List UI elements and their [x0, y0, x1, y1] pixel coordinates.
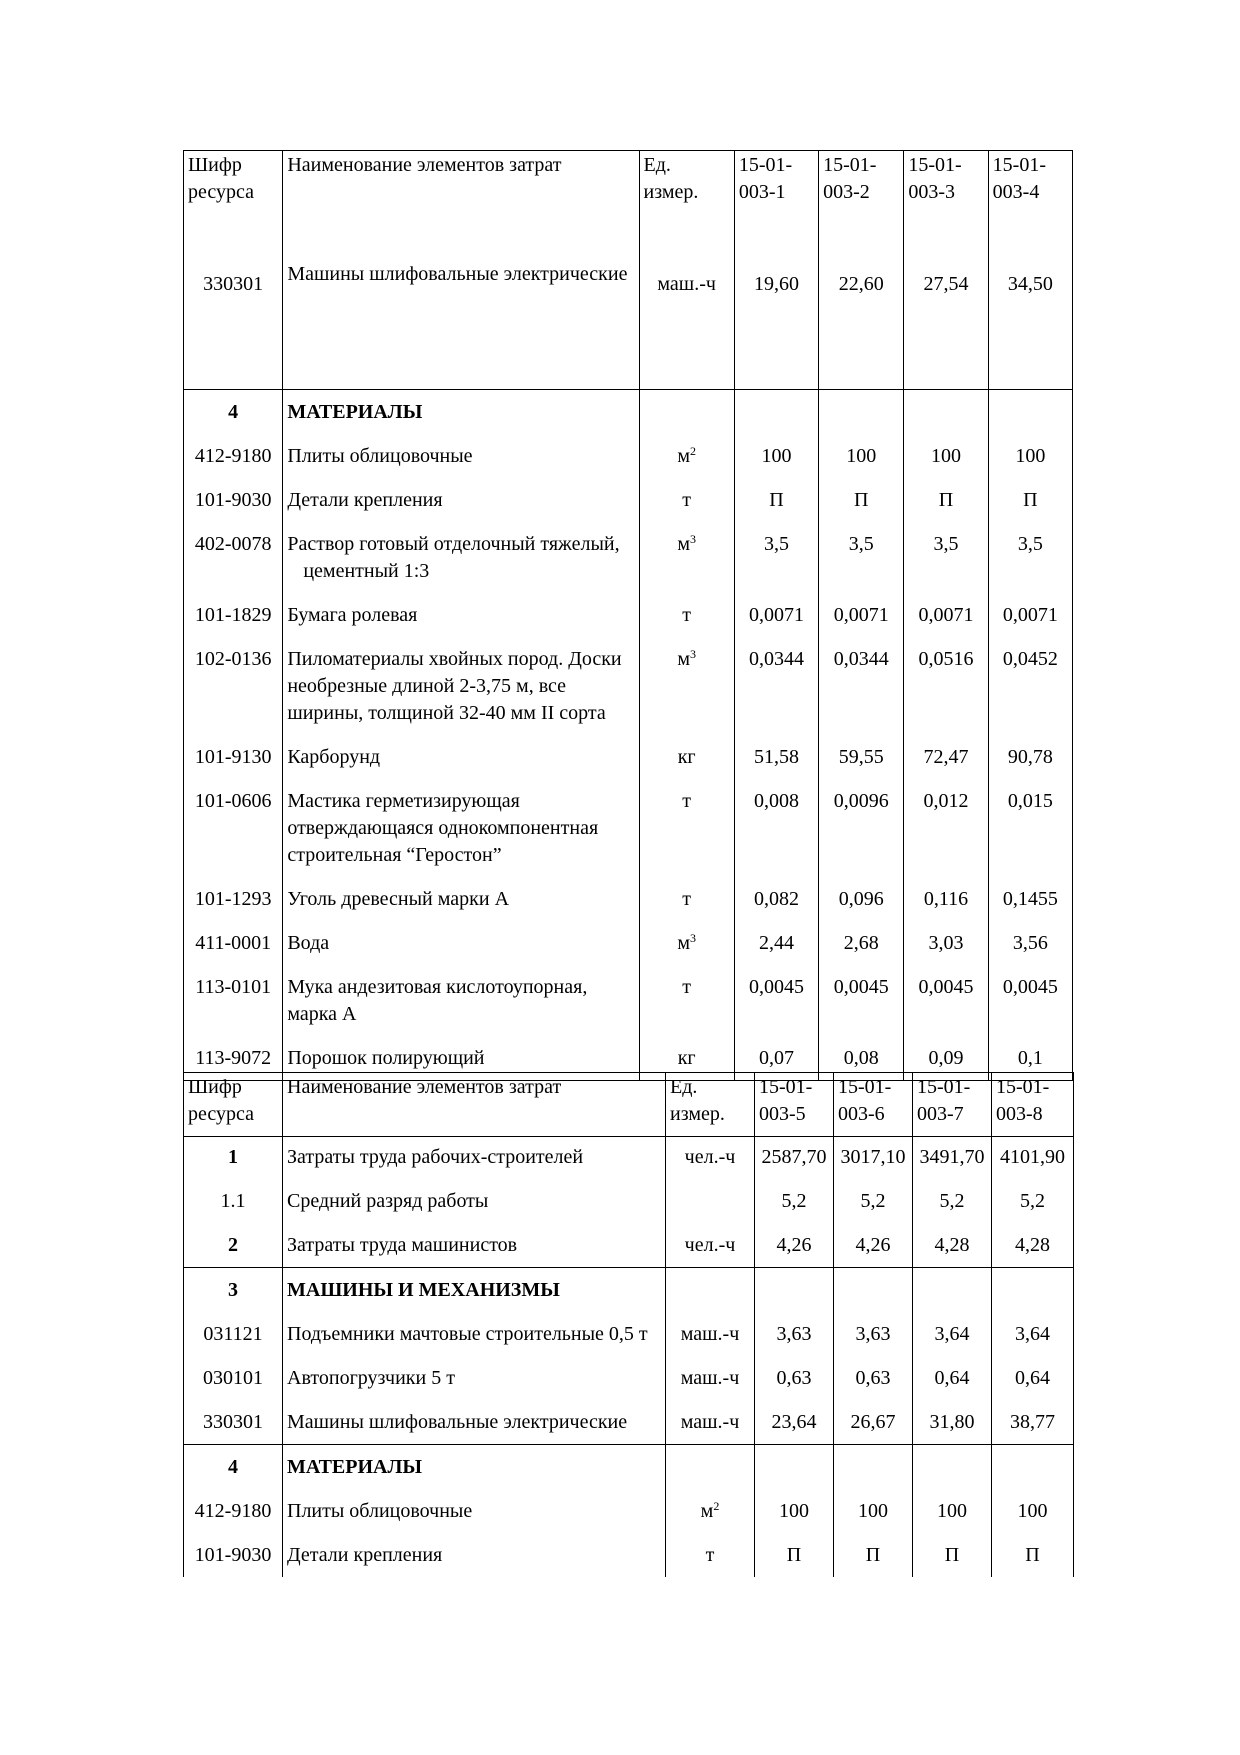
table-row — [184, 1137, 1074, 1180]
unit-of-measure — [666, 1137, 755, 1180]
resource-code: 3 — [184, 1268, 283, 1313]
header-column-code: 15-01-003-8 — [992, 1073, 1074, 1137]
unit-of-measure — [666, 1445, 755, 1490]
norm-value — [834, 1445, 913, 1490]
norm-value: 0,63 — [834, 1356, 913, 1400]
norm-value: 0,0071 — [819, 593, 904, 637]
norm-value: 0,0045 — [819, 965, 904, 1036]
unit-exponent: 3 — [690, 931, 696, 945]
unit-text: т — [682, 790, 692, 812]
unit-text: маш.-ч — [657, 273, 716, 295]
header-column-code: 15-01-003-5 — [755, 1073, 834, 1137]
norm-value: 0,08 — [819, 1036, 904, 1081]
norm-value: 3491,70 — [913, 1137, 992, 1180]
norm-value: 0,0045 — [734, 965, 818, 1036]
norm-value — [755, 1445, 834, 1490]
table-row — [184, 965, 1073, 1036]
norm-value: 0,116 — [904, 877, 988, 921]
unit-text: т — [682, 604, 692, 626]
header-column-code: 15-01-003-7 — [913, 1073, 992, 1137]
unit-text: т — [705, 1544, 715, 1566]
header-code: Шифр ресурса — [184, 151, 283, 215]
resource-code: 101-0606 — [184, 779, 283, 877]
norm-value — [755, 1268, 834, 1313]
norm-value: 5,2 — [755, 1179, 834, 1223]
unit-exponent: 2 — [690, 444, 696, 458]
unit-of-measure — [639, 735, 734, 779]
unit-text: м — [700, 1500, 714, 1522]
resource-name: Затраты труда рабочих-строителей — [283, 1137, 666, 1180]
header-unit: Ед. измер. — [639, 151, 734, 215]
norm-value: 23,64 — [755, 1400, 834, 1445]
norm-value: 38,77 — [992, 1400, 1074, 1445]
unit-text: м — [677, 648, 690, 670]
norm-value: 0,012 — [904, 779, 988, 877]
header-column-code: 15-01-003-3 — [904, 151, 988, 215]
table-row — [184, 735, 1073, 779]
norm-value: 3017,10 — [834, 1137, 913, 1180]
resource-name: Порошок полирующий — [283, 1036, 639, 1081]
norm-value: 0,09 — [904, 1036, 988, 1081]
norm-value: 31,80 — [913, 1400, 992, 1445]
header-column-code: 15-01-003-2 — [819, 151, 904, 215]
header-name: Наименование элементов затрат — [283, 151, 639, 215]
resource-name-text: Вода — [287, 932, 330, 954]
norm-value: 34,50 — [988, 214, 1072, 390]
norm-value: 100 — [988, 434, 1072, 478]
resource-name: Средний разряд работы — [283, 1179, 666, 1223]
unit-of-measure — [639, 214, 734, 390]
norm-value: П — [819, 478, 904, 522]
norm-value: 0,0045 — [988, 965, 1072, 1036]
resource-name: Машины шлифовальные электрические — [283, 1400, 666, 1445]
norm-value — [734, 390, 818, 435]
norm-value: 4101,90 — [992, 1137, 1074, 1180]
header-column-code: 15-01-003-4 — [988, 151, 1072, 215]
norm-value: 22,60 — [819, 214, 904, 390]
section-row — [184, 1445, 1074, 1490]
unit-of-measure — [639, 877, 734, 921]
header-column-code: 15-01-003-1 — [734, 151, 818, 215]
unit-exponent: 3 — [690, 532, 696, 546]
resource-name: Мука андезитовая кислотоупорная, марка А — [283, 965, 639, 1036]
table-row — [184, 1356, 1074, 1400]
resource-name: Автопогрузчики 5 т — [283, 1356, 666, 1400]
unit-text: м — [677, 533, 690, 555]
table-row — [184, 434, 1073, 478]
resource-name: Карборунд — [283, 735, 639, 779]
unit-exponent: 2 — [713, 1499, 720, 1513]
norm-value: 0,096 — [819, 877, 904, 921]
unit-text: т — [682, 489, 692, 511]
norm-value: 59,55 — [819, 735, 904, 779]
unit-of-measure — [666, 1400, 755, 1445]
unit-of-measure — [666, 1223, 755, 1268]
resource-code: 330301 — [184, 1400, 283, 1445]
table-row — [184, 593, 1073, 637]
norm-value: 0,0045 — [904, 965, 988, 1036]
unit-text: маш.-ч — [680, 1411, 740, 1433]
table-row — [184, 478, 1073, 522]
section-title: МАШИНЫ И МЕХАНИЗМЫ — [283, 1268, 666, 1313]
resource-code: 031121 — [184, 1312, 283, 1356]
resource-name: Плиты облицовочные — [283, 1489, 666, 1533]
norm-value: П — [755, 1533, 834, 1577]
table-row — [184, 522, 1073, 593]
norm-value: П — [734, 478, 818, 522]
resource-name: Подъемники мачтовые строительные 0,5 т — [283, 1312, 666, 1356]
unit-of-measure — [639, 478, 734, 522]
unit-of-measure — [666, 1489, 755, 1533]
norm-value — [988, 390, 1072, 435]
resource-name: Затраты труда машинистов — [283, 1223, 666, 1268]
norm-value: 2,44 — [734, 921, 818, 965]
norm-value: 4,26 — [834, 1223, 913, 1268]
resource-code: 101-9030 — [184, 478, 283, 522]
norm-value: 100 — [913, 1489, 992, 1533]
table-header-row — [184, 151, 1073, 215]
norm-value: 0,015 — [988, 779, 1072, 877]
norm-value: П — [913, 1533, 992, 1577]
resource-code: 113-9072 — [184, 1036, 283, 1081]
unit-of-measure — [639, 390, 734, 435]
unit-of-measure — [639, 434, 734, 478]
table-row — [184, 1400, 1074, 1445]
norm-value: 100 — [834, 1489, 913, 1533]
header-name: Наименование элементов затрат — [283, 1073, 666, 1137]
norm-value: 72,47 — [904, 735, 988, 779]
norm-value: 0,0071 — [734, 593, 818, 637]
unit-text: м — [677, 932, 690, 954]
section-row — [184, 1268, 1074, 1313]
resource-table-1 — [183, 150, 1073, 1081]
norm-value: 0,63 — [755, 1356, 834, 1400]
unit-of-measure — [639, 779, 734, 877]
table-row — [184, 1489, 1074, 1533]
norm-value: 0,0071 — [904, 593, 988, 637]
norm-value: 51,58 — [734, 735, 818, 779]
norm-value: 4,28 — [992, 1223, 1074, 1268]
resource-code: 101-1293 — [184, 877, 283, 921]
header-code: Шифр ресурса — [184, 1073, 283, 1137]
resource-name — [283, 522, 639, 593]
norm-value: 3,5 — [904, 522, 988, 593]
resource-code: 101-9130 — [184, 735, 283, 779]
norm-value: 3,64 — [992, 1312, 1074, 1356]
header-unit: Ед. измер. — [666, 1073, 755, 1137]
norm-value: 5,2 — [913, 1179, 992, 1223]
resource-code: 2 — [184, 1223, 283, 1268]
unit-of-measure — [639, 637, 734, 735]
unit-text: т — [682, 888, 692, 910]
norm-value — [904, 390, 988, 435]
norm-value — [834, 1268, 913, 1313]
norm-value: 5,2 — [834, 1179, 913, 1223]
resource-name: Плиты облицовочные — [283, 434, 639, 478]
norm-value: 3,5 — [988, 522, 1072, 593]
table-row — [184, 214, 1073, 390]
resource-code: 102-0136 — [184, 637, 283, 735]
norm-value: 2,68 — [819, 921, 904, 965]
resource-name-text: Раствор готовый отделочный тяжелый, цементный 1:3 — [287, 533, 620, 582]
norm-value: 3,5 — [819, 522, 904, 593]
norm-value: 3,63 — [755, 1312, 834, 1356]
resource-name: Детали крепления — [283, 1533, 666, 1577]
unit-text: чел.-ч — [684, 1234, 736, 1256]
norm-value: 19,60 — [734, 214, 818, 390]
norm-value: 0,64 — [992, 1356, 1074, 1400]
norm-value: 0,64 — [913, 1356, 992, 1400]
unit-text: маш.-ч — [680, 1323, 740, 1345]
norm-value: 0,1 — [988, 1036, 1072, 1081]
norm-value: 0,1455 — [988, 877, 1072, 921]
unit-of-measure — [639, 921, 734, 965]
norm-value: П — [904, 478, 988, 522]
resource-code: 1.1 — [184, 1179, 283, 1223]
table-header-row — [184, 1073, 1074, 1137]
resource-name: Бумага ролевая — [283, 593, 639, 637]
unit-text: кг — [677, 746, 696, 768]
unit-text: чел.-ч — [684, 1146, 736, 1168]
resource-name: Пиломатериалы хвойных пород. Доски необрезные длиной 2-3,75 м, все ширины, толщиной 32-40 мм II сорта — [283, 637, 639, 735]
table-row — [184, 1533, 1074, 1577]
resource-name: Мастика герметизирующая отверждающаяся однокомпонентная строительная “Геростон” — [283, 779, 639, 877]
resource-name: Детали крепления — [283, 478, 639, 522]
norm-value — [913, 1445, 992, 1490]
resource-table-2 — [183, 1072, 1074, 1577]
unit-text: кг — [677, 1047, 696, 1069]
table-row — [184, 877, 1073, 921]
norm-value: 0,07 — [734, 1036, 818, 1081]
resource-name — [283, 921, 639, 965]
unit-of-measure — [666, 1356, 755, 1400]
unit-of-measure — [639, 965, 734, 1036]
norm-value: 100 — [755, 1489, 834, 1533]
unit-text: м — [677, 445, 690, 467]
norm-value: 3,03 — [904, 921, 988, 965]
norm-value: 3,56 — [988, 921, 1072, 965]
norm-value: 4,26 — [755, 1223, 834, 1268]
section-title: МАТЕРИАЛЫ — [283, 1445, 666, 1490]
norm-value: 100 — [734, 434, 818, 478]
norm-value: 90,78 — [988, 735, 1072, 779]
norm-value: 0,0516 — [904, 637, 988, 735]
resource-name-text: Машины шлифовальные электрические — [287, 263, 628, 285]
norm-value: 100 — [819, 434, 904, 478]
unit-of-measure — [666, 1312, 755, 1356]
norm-value: П — [988, 478, 1072, 522]
norm-value: 2587,70 — [755, 1137, 834, 1180]
resource-name — [283, 214, 639, 390]
norm-value: 0,0344 — [819, 637, 904, 735]
table-row — [184, 921, 1073, 965]
norm-value: 4,28 — [913, 1223, 992, 1268]
unit-text: т — [682, 976, 692, 998]
resource-code: 411-0001 — [184, 921, 283, 965]
resource-code: 4 — [184, 390, 283, 435]
norm-value: 0,0096 — [819, 779, 904, 877]
unit-exponent: 3 — [690, 647, 696, 661]
table-row — [184, 1179, 1074, 1223]
norm-value: 5,2 — [992, 1179, 1074, 1223]
norm-value: П — [834, 1533, 913, 1577]
unit-of-measure — [666, 1179, 755, 1223]
resource-code: 412-9180 — [184, 434, 283, 478]
norm-value: 27,54 — [904, 214, 988, 390]
resource-code: 030101 — [184, 1356, 283, 1400]
section-row — [184, 390, 1073, 435]
norm-value: 0,0344 — [734, 637, 818, 735]
unit-of-measure — [639, 522, 734, 593]
resource-code: 101-9030 — [184, 1533, 283, 1577]
norm-value: П — [992, 1533, 1074, 1577]
norm-value: 0,0452 — [988, 637, 1072, 735]
resource-name: Уголь древесный марки А — [283, 877, 639, 921]
resource-code: 1 — [184, 1137, 283, 1180]
norm-value: 26,67 — [834, 1400, 913, 1445]
norm-value: 3,64 — [913, 1312, 992, 1356]
section-title: МАТЕРИАЛЫ — [283, 390, 639, 435]
table-row — [184, 779, 1073, 877]
norm-value — [992, 1268, 1074, 1313]
norm-value — [819, 390, 904, 435]
unit-of-measure — [666, 1268, 755, 1313]
norm-value: 3,5 — [734, 522, 818, 593]
norm-value: 100 — [992, 1489, 1074, 1533]
resource-code: 101-1829 — [184, 593, 283, 637]
resource-code: 113-0101 — [184, 965, 283, 1036]
unit-of-measure — [639, 593, 734, 637]
norm-value — [992, 1445, 1074, 1490]
unit-of-measure — [666, 1533, 755, 1577]
table-row — [184, 1312, 1074, 1356]
norm-value: 0,0071 — [988, 593, 1072, 637]
table-row — [184, 637, 1073, 735]
norm-value: 0,082 — [734, 877, 818, 921]
norm-value — [913, 1268, 992, 1313]
unit-text: маш.-ч — [680, 1367, 740, 1389]
resource-code: 330301 — [184, 214, 283, 390]
norm-value: 3,63 — [834, 1312, 913, 1356]
norm-value: 0,008 — [734, 779, 818, 877]
resource-code: 402-0078 — [184, 522, 283, 593]
resource-code: 4 — [184, 1445, 283, 1490]
table-row — [184, 1223, 1074, 1268]
header-column-code: 15-01-003-6 — [834, 1073, 913, 1137]
resource-code: 412-9180 — [184, 1489, 283, 1533]
norm-value: 100 — [904, 434, 988, 478]
